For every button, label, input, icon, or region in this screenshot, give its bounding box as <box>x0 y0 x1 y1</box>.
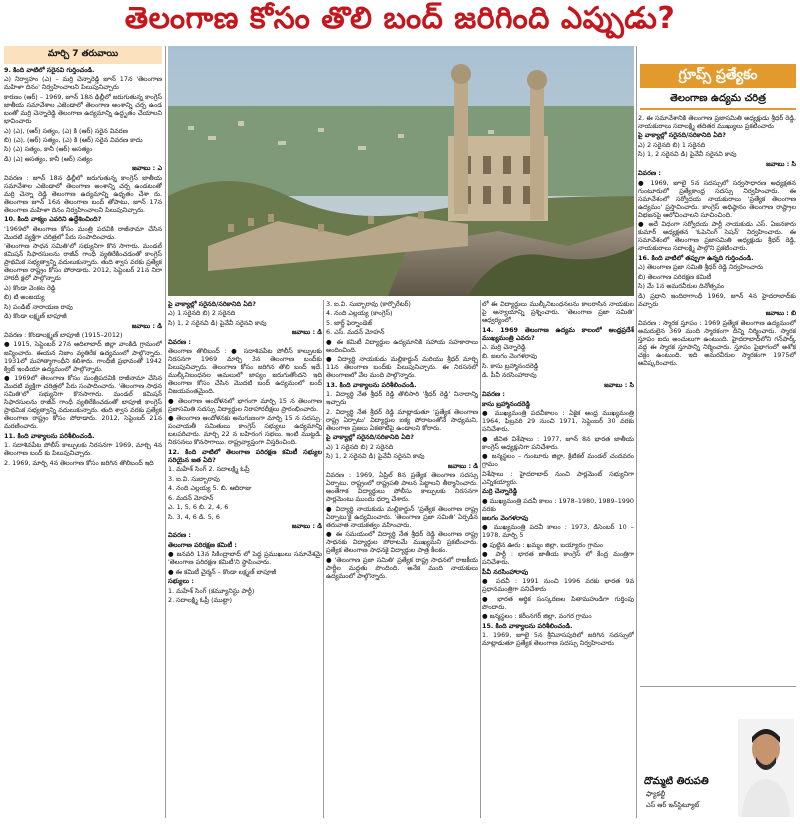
article-paragraph: బి. జలగం వెంగళరావు <box>482 352 537 361</box>
article-paragraph: వివరణ : జూన్ 18న ఢిల్లీలో జరుగుతున్న కాంగ్రెస్ జాతీయ సమావేశాల ఎజెండాలో తెలంగాణ అంశాన్ని చర్చ ఉండటంతో మర్రి చెన్నా రెడ్డి తెలంగాణ ఉద్యమాన్ని ఉధృతం చేశా రు. తెలంగాణ జూన్ 16న తెలంగాణ బంద్ తోపాటు, జూన్ 17న తెలంగాణ మహిళా దినం నిర్వహించాలని పిలుపునిచ్చారు. <box>4 173 162 214</box>
article-paragraph: ● పదవీ : 1991 నుంచి 1996 వరకు భారత 9వ ప్రధానమంత్రిగా పనిచేశారు <box>482 577 634 594</box>
article-paragraph: జవాబు : డి <box>291 522 322 531</box>
article-paragraph: ఎ) కొండా వెంకట రెడ్డి <box>4 283 56 292</box>
section-subtitle: తెలంగాణ ఉద్యమ చరిత్ర <box>640 90 796 110</box>
section-badge: గ్రూప్స్ ప్రత్యేకం <box>640 64 796 88</box>
article-paragraph: వివరణ : <box>168 337 191 346</box>
article-paragraph: పై వాక్యాల్లో సరైనది/సరికానిది ఏది? <box>638 131 726 140</box>
article-paragraph: ఎ) 1 సరైనది బి) 2 సరైనది <box>168 309 236 318</box>
article-paragraph: ● 1969, జూలై 5న సదస్సులో సర్వసాధారణ అధ్యక్షతన గుంటూరులో ప్రత్యేకాంధ్ర సదస్సు నిర్వహించారు. ఈ సమావేశంలో సర్వోదయ నాయకురాలు 'ప్రత్యేక తెలంగాణ ఉద్యమం' ప్రస్తావించారు. కాంగ్రెస్ అధిష్ఠానం తెలంగాణ రాష్ట్రాల విభజనపై ఆలోచించాలని సూచించింది. <box>638 178 796 219</box>
article-paragraph: 4. నంది ఎల్లయ్య (కాంగ్రెస్) <box>326 309 393 318</box>
article-paragraph: 10. కింది వాక్యం ఎవరిని ఉద్దేశించింది? <box>4 215 102 224</box>
article-paragraph: ● ఈ కమిటీ చైర్మన్ – కొండా లక్ష్మణ్ బాపూజీ <box>168 567 277 576</box>
article-paragraph: జలగం వెంగళరావు <box>482 513 529 522</box>
article-paragraph: వివరణ : <box>482 390 505 399</box>
article-paragraph: ఎ) 2 సరైనది బి) 1 సరైనది <box>638 140 706 149</box>
article-paragraph: 2. సదాలక్ష్మి ఓప్రీ (ముట్టా) <box>168 596 233 605</box>
article-paragraph: ● 1969లో తెలంగాణ కోసం మంత్రిపదవికి రాజీనామా చేసిన మొదటి వ్యక్తిగా చరిత్రలో పేరు సంపాదించారు. 'తెలంగాణ సాధన సమితి'లో సభ్యునిగా కొనసాగారు. మండల్ కమిషన్ సిఫారసులను రాజీవ్ గాంధీ వ్యతిరేకించడంతో బాపూజీ కాంగ్రెస్ ప్రాథమిక సభ్యత్వాన్ని వదులుకున్నారు. తుది శ్వాస వరకు ప్రత్యేక తెలంగాణ రాష్ట్రం కోసం పోరాడారు. 2012, సెప్టెంబర్ 21న మరణించారు. <box>4 374 162 431</box>
author-role: ఫ్యాకల్టీ <box>646 790 666 798</box>
article-paragraph: జవాబు : సి <box>604 380 634 389</box>
article-paragraph: సభ్యులు : <box>168 577 194 586</box>
article-paragraph: ● జీవిత విశేషాలు : 1977, జూన్ 8న భారత జాతీయ కాంగ్రెస్ అధ్యక్షునిగా పనిచేశారు. <box>482 434 634 451</box>
article-paragraph: 3. ఐ.వి. సుబ్బారావు (కార్పొరేటర్) <box>326 300 411 308</box>
article-paragraph: ఎ. 1, 5, 6 బి. 2, 4, 6 <box>168 503 229 512</box>
article-paragraph: బి) టి అంజయ్య <box>4 293 45 302</box>
article-paragraph: 9. కింది వాటిలో సరైనవి గుర్తించండి. <box>4 66 95 74</box>
article-paragraph: ● జన్మస్థలం : కరీంనగర్ జిల్లా, వంగర గ్రామం <box>482 612 592 621</box>
article-paragraph: వివరణ : <box>638 169 661 178</box>
article-paragraph: వివరణ : <box>168 531 191 540</box>
article-paragraph: డి) ప్రధాని ఇందిరాగాంధీ 1969, జూన్ 4న హైదరాబాద్‌కు వచ్చారు <box>638 291 796 308</box>
article-column-1 <box>4 66 162 818</box>
article-paragraph: ● జన్మస్థలం – గుంటూరు జిల్లా, క్రిటికల్ మండల్ చందవరం గ్రామం <box>482 452 634 469</box>
article-paragraph: 5. జార్జ్ ఫెర్నాండెజ్ <box>326 318 373 327</box>
article-paragraph: సి) పండిట్ నారాయణ రావు <box>4 302 73 311</box>
article-paragraph: ● పార్టీ : భారత జాతీయ కాంగ్రెస్ లో కేంద్ర మంత్రిగా పనిచేశారు. <box>482 550 634 567</box>
fort-photo-icon <box>168 46 634 296</box>
article-column-3 <box>326 300 478 818</box>
article-paragraph: ● తెలంగాణ ఆందోళనలో భాగంగా మార్చి 15 న తెలంగాణ ప్రజాసమితి సదస్సు విద్యార్థుల నిరాహారదీక్షలు ప్రారంభించారు. <box>168 396 322 413</box>
article-paragraph: 1. మహేశ్ సింగ్ 2. సదాలక్ష్మి ఓప్రీ <box>168 465 250 474</box>
author-name: దొమ్మటి తిరుపతి <box>644 776 709 787</box>
author-org: ఎస్ ఆర్ ఇన్‌స్టిట్యూట్ <box>646 801 700 809</box>
article-paragraph: లో ఈ విద్యార్థులు ముల్కీనిబంధనలను కాలరాసిన నాయకుల పై అన్యాయాన్ని ప్రశ్నించారు. 'తెలంగాణ ప్రజా సమితి' ఆధ్వర్యంలో. <box>482 300 634 325</box>
article-paragraph: కాసు బ్రహ్మానందరెడ్డి <box>482 399 531 408</box>
author-photo-icon <box>738 719 794 817</box>
article-paragraph: ● విద్యార్థి నాయకుడు మల్లికార్జున్ మరియు శ్రీధర్ మార్చి 11న తెలంగాణ బంద్‌కు పిలుపునిచ్చారు. ఈ నిరసనలో తెలంగాణలో వేల మంది పాల్గొన్నారు. <box>326 355 478 380</box>
article-column-2 <box>168 300 322 818</box>
page-headline: తెలంగాణ కోసం తొలి బంద్ జరిగింది ఎప్పుడు? <box>124 1 676 36</box>
article-paragraph: '1969లో తెలంగాణ కోసం మంత్రి పదవికి రాజీనామా చేసిన మొదటి వ్యక్తిగా చరిత్రలో పేరు సంపాదించాడు. <box>4 224 162 241</box>
article-paragraph: ● అదే విధంగా సర్వోదయ పార్టీ నాయకుడు ఎస్. ఏజనకారు కుమార్ అధ్యక్షతన 'ఓపెనింగ్ సెషన్' నిర్వహించారు. ఈ సమావేశంలో తెలంగాణ ప్రజాసమితి అధ్యక్షుడు శ్రీధర్ రెడ్డి, నాయకురాలు సదాలక్ష్మి పాల్గొని ప్రకటించారు. <box>638 220 796 253</box>
article-paragraph: డి. పీవీ నరసింహారావు <box>482 371 537 380</box>
article-paragraph: 1. సదాశివపేట పోలీస్ కాల్పులకు నిరసనగా 1969, మార్చి 4న తెలంగాణ బంద్ కు పిలుపునిచ్చారు. <box>4 441 162 458</box>
article-paragraph: ● విద్యార్థి నాయకుడు మల్లికార్జున్ 'ప్రత్యేక తెలంగాణ రాష్ట్ర ఏర్పాటు'కై ఉద్యమించారు. 'తెలంగాణ ప్రజా సమితి' ఏర్పడిన తరువాత నాయకత్వం వహించారు. <box>326 504 478 529</box>
article-paragraph: ● ఈ కమిటీ విద్యార్థుల ఉద్యమానికి సహాయ సహకారాలు అందించింది. <box>326 337 478 354</box>
article-paragraph: 2. ఈ సమావేశానికి తెలంగాణ ప్రజాసమితి అధ్యక్షుడు శ్రీధర్ రెడ్డి, నాయకురాలు సదాలక్ష్మి తదితర ముఖ్యులు ప్రకటించారు <box>638 114 796 131</box>
article-paragraph: పై వాక్యాల్లో సరైనది/సరికానిది ఏది? <box>326 433 414 442</box>
article-paragraph: బి) (ఎ), (ఆర్) సత్యం, (ఎ) కి (ఆర్) సరైన వివరణ కాదు <box>4 135 143 144</box>
article-paragraph: ● 1915, సెప్టెంబర్ 27న ఆదిలాబాద్ జిల్లా వాంకిడి గ్రామంలో జన్మించారు. ఈయన నిజాం వ్యతిరేక ఉద్యమంలో పాల్గొన్నారు. 1931లో మహాత్మాగాంధీని కలిశారు. గాంధీజీ ప్రభావంతో 1942 క్విట్ ఇండియా ఉద్యమంలో పాల్గొన్నారు. <box>4 340 162 373</box>
article-paragraph: జవాబు : డి <box>131 321 162 330</box>
article-paragraph: 12. కింది వాటిలో తెలంగాణ పరిరక్షణ కమిటీ సభ్యుల సరియైన జత ఏది? <box>168 447 322 464</box>
article-paragraph: జవాబు : ఎ <box>132 164 162 173</box>
article-paragraph: సి) మే 1న అమరవీరుల దినోత్సవం <box>638 282 725 291</box>
article-paragraph: విశేషాలు : హైదరాబాద్ నుంచి పార్లమెంట్ సభ్యునిగా ఎన్నికయ్యారు. <box>482 469 634 486</box>
article-paragraph: 16. కింది వాటిలో తప్పుగా ఉన్నది గుర్తించండి. <box>638 253 754 262</box>
article-paragraph: బి) తెలంగాణ పరిరక్షణ కమిటీ <box>638 272 712 281</box>
article-paragraph: తెలంగాణ తొలిబంద్ : ● సదాశివపేట పోలీస్ కాల్పులకు నిరసనగా 1969 మార్చి 3న తెలంగాణ బంద్‌కు పిలుపునిచ్చారు. తెలంగాణ కోసం జరిగిన తొలి బంద్ ఇదే. ముల్కీనిబంధనల అమలులో జాప్యం జరుగుతోందని ఇది తెలంగాణ కోసం చేసిన మొదటి బంద్ ఉద్యమంలో బంద్ విజయవంతమైంది. <box>168 347 322 396</box>
article-paragraph: డి) కొండా లక్ష్మణ్ బాపూజీ <box>4 312 67 321</box>
article-paragraph: వివరణ : కొండాలక్ష్మణ్ బాపూజీ (1915–2012) <box>4 331 123 340</box>
article-paragraph: ఎ) నిర్వాహం (ఎ) – మర్రి చెన్నారెడ్డి జూన్ 17న 'తెలంగాణ మహిళా దినం' నిర్వహించాలని పిలుపునిచ్చారు <box>4 75 162 92</box>
column-divider <box>165 46 166 818</box>
article-paragraph: 13. కింది వాక్యాలను పరిశీలించండి. <box>326 380 417 389</box>
article-paragraph: ● ముఖ్యమంత్రి పదవీ కాలం : 1978–1980, 1989–1990 వరకు <box>482 496 634 513</box>
article-paragraph: కారణం (ఆర్) – 1969, జూన్ 18న ఢిల్లీలో జరుగుతున్న కాంగ్రెస్ జాతీయ సమావేశాల ఎజెండాలో తెలంగాణ అంశాన్ని చర్చ ఉండ బంతో మర్రి చెన్నారెడ్డి తెలంగాణ ఉద్యమాన్ని ఉద్ధృతం చేయాలని భావించారు <box>4 92 162 126</box>
article-paragraph: పీవీ నరసింహారావు <box>482 567 529 576</box>
article-paragraph: ● భారత ఆర్థిక సంస్కరణల పితామహుడిగా గుర్తింపు పొందారు. <box>482 594 634 611</box>
column-divider <box>480 300 481 818</box>
author-credit <box>640 686 796 818</box>
article-paragraph: జవాబు : డి <box>291 328 322 337</box>
article-paragraph: ఎ. మర్రి చెన్నారెడ్డి <box>482 343 526 352</box>
article-paragraph: సి. కాసు బ్రహ్మానందరెడ్డి <box>482 361 539 370</box>
article-paragraph: ● ముఖ్యమంత్రి పదవీకాలం : ఏకైక ఆంధ్ర ముఖ్యమంత్రి 1964, ఫిబ్రవరి 29 నుంచి 1971, సెప్టెంబర్ 30 వరకు పనిచేశారు. <box>482 409 634 434</box>
article-paragraph: ● 'తెలంగాణ ప్రజా సమితి' ప్రత్యేక రాష్ట్ర సాధనలో రాజకీయ పార్టీల మద్దతు పొందింది. అనేక మంది నాయకులు ఉద్యమంలో పాల్గొన్నారు. <box>326 555 478 580</box>
article-paragraph: ● తెలంగాణ ఆందోళనకు అనుగుణంగా మార్చి 15 న సదస్సు. పంచాయతీ సమితులు కాంగ్రెస్ సభ్యులు ఉద్యమాన్ని బలపరిచారు. మార్చి 22 న బహిరంగ సభలు. ఇంటి ముట్టడి. నిరసనలు కొనసాగాయి. రాష్ట్రవ్యాప్తంగా విస్తరించింది. <box>168 414 322 447</box>
column-divider <box>323 300 324 818</box>
article-paragraph: ఎ) తెలంగాణ ప్రజా సమితి శ్రీధర్ రెడ్డి నిర్వహించారు <box>638 263 763 272</box>
article-paragraph: 6. ఎస్. మదన్ మోహన్ <box>326 328 385 337</box>
article-paragraph: మర్రి చెన్నారెడ్డి <box>482 487 518 496</box>
fort-photo <box>168 46 634 296</box>
article-paragraph: సి) 1, 2 సరైనవి డి) పైవేవీ సరైనవి కావు <box>168 318 267 327</box>
article-paragraph: 1. విద్యార్థి నేత శ్రీధర్ రెడ్డి తొలిసారి 'శ్రీధర్ రెడ్డి' నినాదాన్ని ఇచ్చారు <box>326 390 478 407</box>
article-paragraph: ● ముఖ్యమంత్రి పదవీ కాలం : 1973, డిసెంబర్ 10 – 1978, మార్చి 5 <box>482 523 634 540</box>
article-paragraph: 6. మదన్ మోహన్ <box>168 493 214 502</box>
column-divider <box>636 46 637 818</box>
article-paragraph: 1. మహేశ్ సింగ్ (కమ్యూనిస్టు పార్టీ) <box>168 586 255 595</box>
article-paragraph: 11. కింది వాక్యాలను పరిశీలించండి. <box>4 431 95 440</box>
article-paragraph: పై వాక్యాల్లో సరైనది/సరికానిది ఏది? <box>168 300 256 308</box>
article-paragraph: సి. 3, 4, 6 డి. 5, 6 <box>168 512 220 521</box>
article-paragraph: 4. నంది ఎల్లయ్య 5. బి. ఆదిరాజు <box>168 484 252 493</box>
article-paragraph: 'తెలంగాణ సాధన సమితి'లో సభ్యునిగా కొన సాగారు. మండల్ కమిషన్ సిఫారసులను రాజీవ్ గాంధీ వ్యతిరేకించడంతో కాంగ్రెస్ ప్రాథమిక సభ్యత్వాన్ని వదులుకున్నారు. తుది శ్వాస వరకు ప్రత్యేక తెలంగాణ రాష్ట్రం కోసం పోరాడారు. 2012, సెప్టెంబర్ 21న నిరా హారదీ క్షలో పాల్గొన్నారు <box>4 242 162 283</box>
article-paragraph: వివరణ : 1969, ఏప్రిల్ 8న ప్రత్యేక తెలంగాణ సదస్సు ఏర్పాటు. రాష్ట్రంలో రాష్ట్రపతి పాలన పెట్టాలని తీర్మానించారు. అంతేగాక విద్యార్థులు పోలీసు కాల్పులకు నిరసనగా పార్లమెంటు ముందు ధర్నా చేశారు. <box>326 470 478 504</box>
article-paragraph: తెలంగాణ పరిరక్షణ కమిటీ : <box>168 540 237 549</box>
article-paragraph: 2. 1969, మార్చి 4న తెలంగాణ కోసం జరిగిన తొలిబంద్ ఇది <box>4 458 154 467</box>
article-paragraph: 2. విద్యార్థి నేత శ్రీధర్ రెడ్డి మాట్లాడుతూ 'ప్రత్యేక తెలంగాణ రాష్ట్ర ఏర్పాటు' విద్యార్థుల ఐక్య పోరాటంతోనే సాధ్యమని, తెలంగాణ ప్రజలు ఏకతాటిపై ఉండాలని కోరారు. <box>326 407 478 432</box>
article-paragraph: ఎ) 1 సరైనది బి) 2 సరైనది <box>326 442 394 451</box>
article-paragraph: ఎ) (ఎ), (ఆర్) సత్యం, (ఎ) కి (ఆర్) సరైన వివరణ <box>4 126 128 135</box>
article-paragraph: సి) 1, 2 సరైనవి డి) పైవేవీ సరైనవి కావు <box>326 452 425 461</box>
article-paragraph: 15. కింది వాక్యాలను పరిశీలించండి. <box>482 621 573 630</box>
article-paragraph: 3. ఐ.వి. సుబ్బారావు <box>168 474 220 483</box>
article-column-5 <box>638 114 796 684</box>
continuation-banner: మార్చి 7 తరువాయి <box>4 46 162 64</box>
article-paragraph: డి) (ఎ) అసత్యం, కానీ (ఆర్) సత్యం <box>4 154 93 163</box>
article-paragraph: సి) 1, 2 సరైనవి డి) పైవేవీ సరైనవి కావు <box>638 150 737 159</box>
article-paragraph: సి) (ఎ) సత్యం, కానీ (ఆర్) అసత్యం <box>4 145 93 154</box>
article-paragraph: ● పుట్టిన ఊరు : ఖమ్మం జిల్లా, బయ్యారం గ్రామం <box>482 540 604 549</box>
article-column-4 <box>482 300 634 818</box>
article-paragraph: జవాబు : బి <box>765 309 796 318</box>
article-paragraph: 1. 1969, జూలై 5న శ్రీనివాసపురిలో జరిగిన సదస్సులో మాట్లాడుతూ ప్రత్యేక తెలంగాణ సదస్సు నిర్వహించారు <box>482 631 634 648</box>
article-paragraph: 14. 1969 తెలంగాణ ఉద్యమ కాలంలో ఆంధ్రప్రదేశ్ ముఖ్యమంత్రి ఎవరు? <box>482 325 634 342</box>
article-paragraph: ● ఈ సమయంలో విద్యార్థి నేత శ్రీధర్ రెడ్డి తెలంగాణ రాష్ట్ర సాధనకు విద్యార్థుల పోరాటమే ముఖ్యమని ప్రకటించారు. ప్రత్యేక తెలంగాణ సాధనకై విద్యార్థుల పాత్ర కీలకం. <box>326 530 478 555</box>
article-paragraph: జవాబు : డి <box>447 461 478 470</box>
article-paragraph: ● జనవరి 13న సికింద్రాబాద్ లో పెద్ద ప్రముఖులు సమావేశమై 'తెలంగాణ పరిరక్షణ కమిటీ'ని స్థాపించారు. <box>168 550 322 567</box>
article-paragraph: వివరణ : స్మారక స్తూపం : 1969 ప్రత్యేక తెలంగాణ ఉద్యమంలో అమరులైన 369 మంది స్మారకంగా దీన్ని నిర్మించారు. స్మారక స్తూపం ఐదు అంచులుగా ఉంటుంది. హైదరాబాద్‌లోని గన్‌పార్క్ వద్ద ఈ స్మారక స్తూపాన్ని నిర్మించారు. స్తూపం పైభాగంలో అశోక చక్రం ఉంటుంది. ఇది అమరవీరుల స్మారకంగా 1975లో ఆవిష్కరించారు. <box>638 318 796 367</box>
article-paragraph: జవాబు : సి <box>766 159 796 168</box>
